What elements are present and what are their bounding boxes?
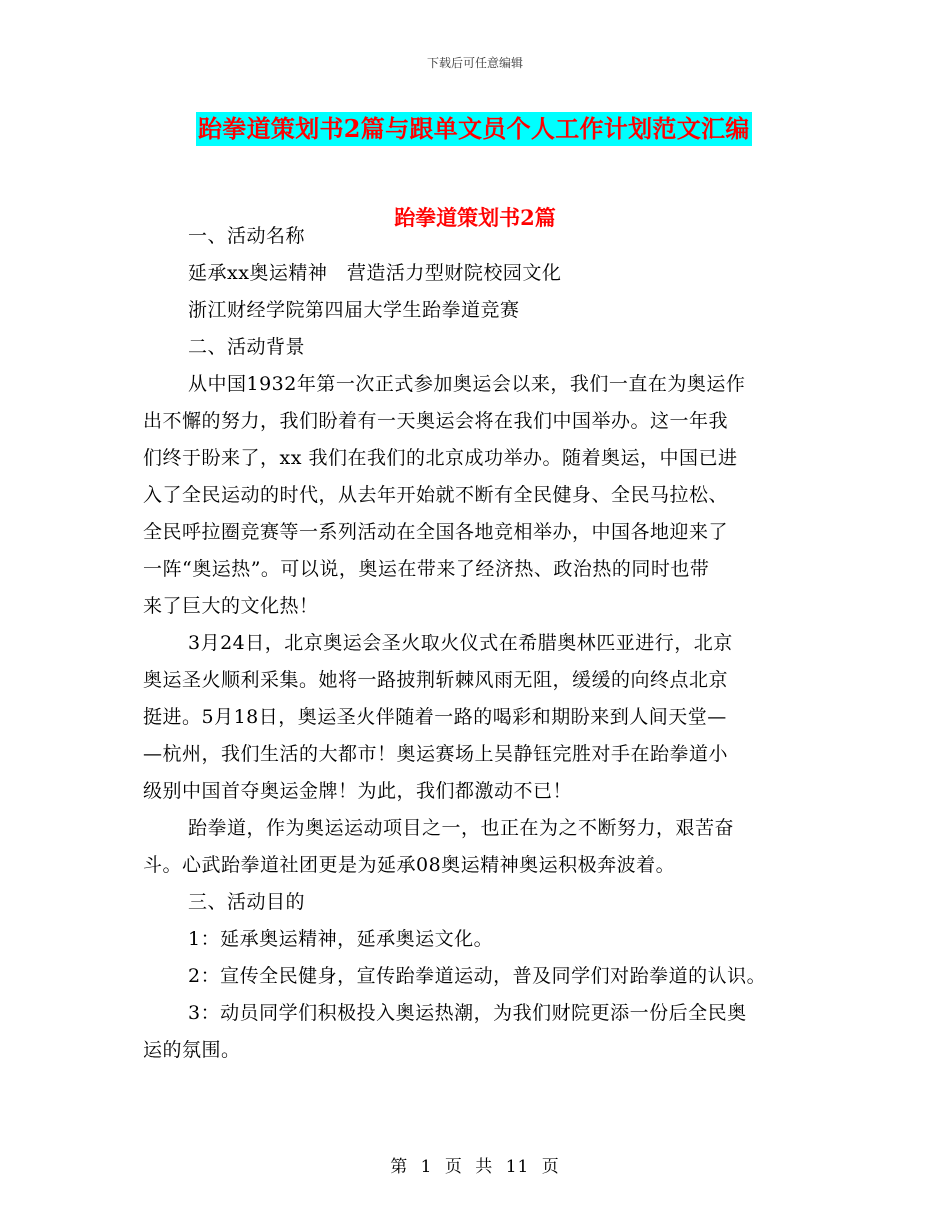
paragraph-line: 一阵“奥运热”。可以说，奥运在带来了经济热、政治热的同时也带 xyxy=(143,558,710,580)
paragraph-line: 浙江财经学院第四届大学生跆拳道竞赛 xyxy=(188,299,520,321)
paragraph-line: 挺进。5月18日，奥运圣火伴随着一路的喝彩和期盼来到人间天堂— xyxy=(143,706,727,728)
paragraph-line: 3月24日，北京奥运会圣火取火仪式在希腊奥林匹亚进行，北京 xyxy=(188,632,733,654)
heading-activity-name: 一、活动名称 xyxy=(188,225,306,247)
list-item: 2：宣传全民健身，宣传跆拳道运动，普及同学们对跆拳道的认识。 xyxy=(188,965,767,987)
paragraph-line: 级别中国首夺奥运金牌！为此，我们都激动不已！ xyxy=(143,780,573,802)
list-item: 1：延承奥运精神，延承奥运文化。 xyxy=(188,928,494,950)
section-title: 跆拳道策划书2篇 xyxy=(394,205,556,230)
document-title: 跆拳道策划书2篇与跟单文员个人工作计划范文汇编 xyxy=(196,112,752,146)
paragraph-line: 出不懈的努力，我们盼着有一天奥运会将在我们中国举办。这一年我 xyxy=(143,410,729,432)
paragraph-line: 从中国1932年第一次正式参加奥运会以来，我们一直在为奥运作 xyxy=(188,373,746,395)
paragraph-line: 入了全民运动的时代，从去年开始就不断有全民健身、全民马拉松、 xyxy=(143,484,729,506)
paragraph-line: 延承xx奥运精神 营造活力型财院校园文化 xyxy=(188,262,562,284)
paragraph-line: 奥运圣火顺利采集。她将一路披荆斩棘风雨无阻，缓缓的向终点北京 xyxy=(143,669,729,691)
paragraph-line: 斗。心武跆拳道社团更是为延承08奥运精神奥运积极奔波着。 xyxy=(143,854,676,876)
heading-activity-purpose: 三、活动目的 xyxy=(188,891,306,913)
heading-activity-background: 二、活动背景 xyxy=(188,336,306,358)
paragraph-line: 全民呼拉圈竞赛等一系列活动在全国各地竞相举办，中国各地迎来了 xyxy=(143,521,729,543)
header-note: 下载后可任意编辑 xyxy=(426,56,523,70)
page-number-footer: 第 1 页 共 11 页 xyxy=(390,1157,560,1177)
paragraph-line: 来了巨大的文化热！ xyxy=(143,595,319,617)
list-item-continuation: 运的氛围。 xyxy=(143,1039,241,1061)
paragraph-line: 们终于盼来了，xx 我们在我们的北京成功举办。随着奥运，中国已进 xyxy=(143,447,738,469)
list-item: 3：动员同学们积极投入奥运热潮，为我们财院更添一份后全民奥 xyxy=(188,1002,747,1024)
paragraph-line: 跆拳道，作为奥运运动项目之一，也正在为之不断努力，艰苦奋 xyxy=(188,817,735,839)
paragraph-line: —杭州，我们生活的大都市！奥运赛场上吴静钰完胜对手在跆拳道小 xyxy=(143,743,729,765)
